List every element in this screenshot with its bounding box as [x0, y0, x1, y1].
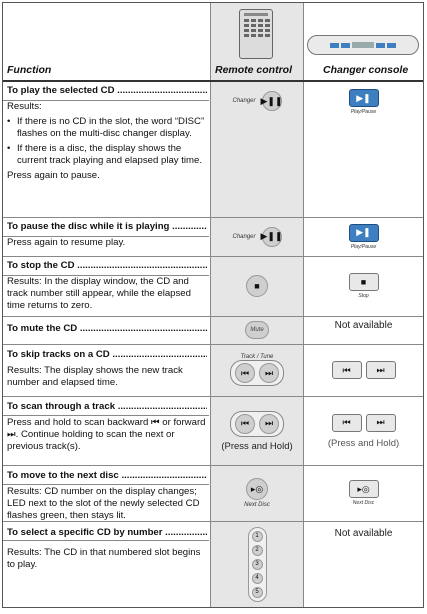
press-and-hold-caption: (Press and Hold)	[327, 437, 400, 449]
row-title: To scan through a track .....	[7, 401, 207, 413]
row-select-cd	[7, 527, 207, 571]
skip-back-icon[interactable]: ⏮	[332, 361, 362, 379]
press-and-hold-caption: (Press and Hold)	[221, 440, 293, 452]
row-description: Results: The display shows the new track number and elapsed time.	[7, 365, 183, 388]
next-disc-icon: ▸◎	[349, 480, 379, 498]
skip-back-icon[interactable]: ⏮	[235, 363, 255, 383]
disc-number-button[interactable]: 2	[252, 545, 263, 556]
button-caption: Play/Pause	[350, 109, 377, 115]
header-function: Function	[7, 64, 52, 76]
skip-forward-icon[interactable]: ⏭	[366, 414, 396, 432]
row-description: Press again to resume play.	[7, 237, 126, 248]
stop-icon: ■	[349, 273, 379, 291]
console-pause[interactable]	[303, 217, 424, 256]
console-select-cd	[303, 523, 424, 543]
changer-label: Changer	[232, 233, 256, 240]
stop-icon: ■	[246, 275, 268, 297]
row-description: Results: In the display window, the CD and track number still appear, while the elapsed time returns to zero.	[7, 276, 191, 311]
row-divider	[3, 396, 423, 397]
header-changer-console: Changer console	[323, 64, 409, 76]
console-skip-tracks	[303, 344, 424, 396]
skip-forward-icon[interactable]: ⏭	[259, 414, 279, 434]
header-rule	[3, 80, 423, 82]
play-pause-icon: ▶❚❚	[262, 227, 282, 247]
row-scan-track	[7, 401, 207, 453]
button-caption: Next Disc	[244, 502, 270, 508]
button-caption: Next Disc	[352, 500, 375, 506]
changer-label: Changer	[232, 98, 256, 104]
console-stop[interactable]	[303, 256, 424, 316]
button-caption: Play/Pause	[350, 243, 377, 250]
remote-control-image	[239, 9, 273, 59]
not-available-text: Not available	[334, 320, 393, 331]
button-caption: Stop	[358, 293, 369, 299]
row-title: To select a specific CD by number .....	[7, 527, 207, 539]
track-tune-buttons	[230, 411, 284, 437]
skip-forward-icon[interactable]: ⏭	[366, 361, 396, 379]
play-pause-icon: ▶❚	[349, 224, 379, 242]
remote-play-pause[interactable]	[211, 91, 303, 111]
next-disc-icon: ▸◎	[246, 478, 268, 500]
remote-next-disc[interactable]	[211, 465, 303, 521]
row-title: To skip tracks on a CD .....	[7, 349, 207, 361]
row-title: To stop the CD .....	[7, 260, 207, 272]
row-title: To pause the disc while it is playing .....	[7, 221, 207, 233]
row-mute	[7, 323, 207, 339]
remote-scan-track	[211, 401, 303, 461]
row-description: Results: The CD in that numbered slot begins to play.	[7, 547, 201, 570]
skip-back-icon[interactable]: ⏮	[235, 414, 255, 434]
row-next-disc	[7, 470, 207, 522]
console-play-pause[interactable]	[303, 87, 424, 117]
note: Press again to pause.	[7, 170, 100, 181]
skip-back-icon[interactable]: ⏮	[332, 414, 362, 432]
row-play	[7, 85, 207, 182]
remote-skip-tracks	[211, 344, 303, 396]
row-title: To mute the CD .....	[7, 323, 207, 335]
changer-console-image	[307, 35, 419, 55]
remote-disc-number-buttons	[211, 523, 303, 605]
bullet-item: • If there is no CD in the slot, the word “DISC” flashes on the multi-disc changer display.	[7, 116, 207, 140]
track-tune-label: Track / Tune	[240, 354, 274, 360]
row-title: To play the selected CD .....	[7, 85, 207, 97]
disc-number-button[interactable]: 3	[252, 559, 263, 570]
row-stop	[7, 260, 207, 312]
bullet-item: • If there is a disc, the display shows the current track playing and elapsed play time.	[7, 143, 207, 167]
row-pause	[7, 221, 207, 249]
console-scan-track	[303, 401, 424, 461]
remote-mute[interactable]	[211, 316, 303, 344]
console-mute	[303, 316, 424, 344]
function-table	[2, 2, 424, 608]
mute-button: Mute	[245, 321, 269, 339]
row-title: To move to the next disc .....	[7, 470, 207, 482]
row-description: Press and hold to scan backward ⏮ or forward ⏭. Continue holding to scan the next or previous track(s).	[7, 417, 206, 452]
header-remote-control: Remote control	[215, 64, 293, 76]
row-description: Results: CD number on the display changes; LED next to the slot of the newly selected CD flashes green, then stays lit.	[7, 486, 200, 521]
console-next-disc[interactable]	[303, 465, 424, 521]
skip-forward-icon[interactable]: ⏭	[259, 363, 279, 383]
disc-number-button[interactable]: 4	[252, 573, 263, 584]
results-label: Results:	[7, 101, 42, 112]
disc-number-button[interactable]: 5	[252, 587, 263, 598]
disc-number-button[interactable]: 1	[252, 531, 263, 542]
remote-pause[interactable]	[211, 217, 303, 256]
play-pause-icon: ▶❚❚	[262, 91, 282, 111]
row-skip-tracks	[7, 349, 207, 389]
not-available-text: Not available	[334, 527, 393, 539]
track-tune-buttons	[230, 360, 284, 386]
play-pause-icon: ▶❚	[349, 89, 379, 107]
remote-stop[interactable]	[211, 256, 303, 316]
